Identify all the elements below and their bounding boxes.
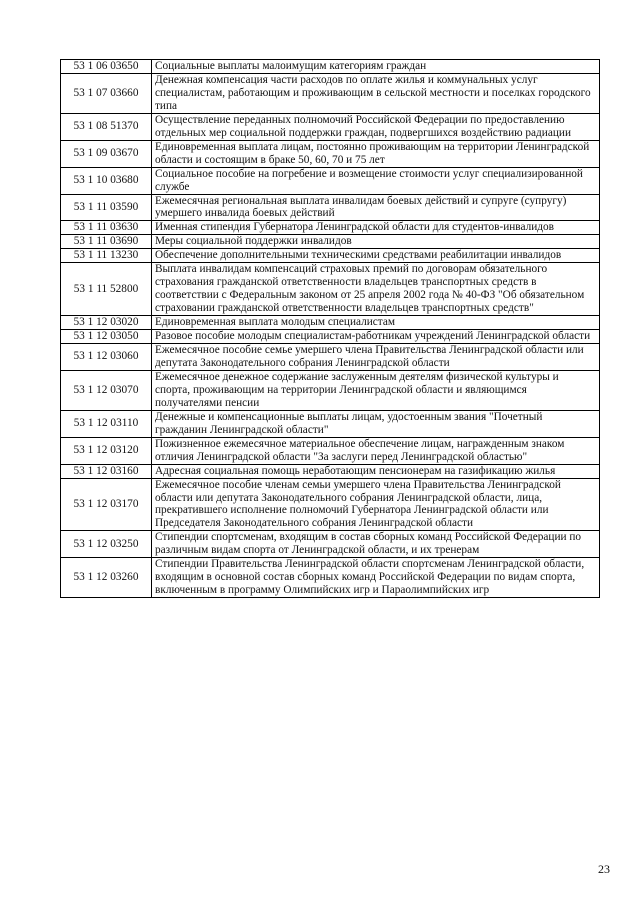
table-row (61, 330, 600, 344)
row-code: 53 1 12 03050 (61, 330, 152, 344)
table-row (61, 60, 600, 74)
row-code: 53 1 10 03680 (61, 167, 152, 194)
table-row (61, 478, 600, 531)
row-description: Социальное пособие на погребение и возмещение стоимости услуг специализированной службе (152, 167, 600, 194)
row-code: 53 1 12 03160 (61, 464, 152, 478)
table-row (61, 263, 600, 316)
row-code: 53 1 07 03660 (61, 73, 152, 113)
table-row (61, 344, 600, 371)
row-description: Адресная социальная помощь неработающим пенсионерам на газификацию жилья (152, 464, 600, 478)
row-description: Стипендии спортсменам, входящим в состав сборных команд Российской Федерации по различным видам спорта от Ленинградской области, и их тренерам (152, 531, 600, 558)
row-code: 53 1 12 03060 (61, 344, 152, 371)
row-code: 53 1 12 03120 (61, 437, 152, 464)
table-row (61, 194, 600, 221)
row-description: Ежемесячное пособие членам семьи умершего члена Правительства Ленинградской области или депутата Законодательного собрания Ленинградской области, лица, прекратившего исполнение полномочий Губернатора Ленинградской области или Председателя Законодательного собрания Ленинградской области (152, 478, 600, 531)
table-row (61, 113, 600, 140)
row-description: Меры социальной поддержки инвалидов (152, 235, 600, 249)
table-body (61, 60, 600, 598)
table-row (61, 249, 600, 263)
page-number: 23 (598, 862, 610, 876)
table-row (61, 370, 600, 410)
table-row (61, 464, 600, 478)
row-code: 53 1 11 52800 (61, 263, 152, 316)
row-description: Социальные выплаты малоимущим категориям граждан (152, 60, 600, 74)
row-description: Единовременная выплата лицам, постоянно проживающим на территории Ленинградской области и состоящим в браке 50, 60, 70 и 75 лет (152, 140, 600, 167)
row-code: 53 1 12 03110 (61, 410, 152, 437)
row-description: Единовременная выплата молодым специалистам (152, 316, 600, 330)
table-row (61, 167, 600, 194)
table-row (61, 316, 600, 330)
table-row (61, 558, 600, 598)
row-code: 53 1 09 03670 (61, 140, 152, 167)
table-row (61, 221, 600, 235)
row-code: 53 1 11 03690 (61, 235, 152, 249)
row-description: Ежемесячное пособие семье умершего члена Правительства Ленинградской области или депутата Законодательного собрания Ленинградской области (152, 344, 600, 371)
table-row (61, 73, 600, 113)
row-description: Ежемесячное денежное содержание заслуженным деятелям физической культуры и спорта, проживающим на территории Ленинградской области и являющимся получателями пенсии (152, 370, 600, 410)
row-description: Денежная компенсация части расходов по оплате жилья и коммунальных услуг специалистам, работающим и проживающим в сельской местности и поселках городского типа (152, 73, 600, 113)
table-row (61, 410, 600, 437)
row-code: 53 1 12 03250 (61, 531, 152, 558)
row-code: 53 1 11 03630 (61, 221, 152, 235)
table-row (61, 140, 600, 167)
row-code: 53 1 08 51370 (61, 113, 152, 140)
table-row (61, 437, 600, 464)
row-description: Выплата инвалидам компенсаций страховых премий по договорам обязательного страхования гражданской ответственности владельцев транспортных средств в соответствии с Федеральным законом от 25 апреля 2002 года № 40-ФЗ "Об обязательном страховании гражданской ответственности владельцев транспортных средств" (152, 263, 600, 316)
table-row (61, 235, 600, 249)
row-description: Пожизненное ежемесячное материальное обеспечение лицам, награжденным знаком отличия Ленинградской области "За заслуги перед Ленинградской областью" (152, 437, 600, 464)
row-code: 53 1 12 03020 (61, 316, 152, 330)
row-code: 53 1 11 03590 (61, 194, 152, 221)
row-description: Разовое пособие молодым специалистам-работникам учреждений Ленинградской области (152, 330, 600, 344)
row-code: 53 1 12 03260 (61, 558, 152, 598)
row-description: Обеспечение дополнительными техническими средствами реабилитации инвалидов (152, 249, 600, 263)
row-code: 53 1 11 13230 (61, 249, 152, 263)
row-code: 53 1 12 03170 (61, 478, 152, 531)
row-description: Стипендии Правительства Ленинградской области спортсменам Ленинградской области, входящим в основной состав сборных команд Российской Федерации по видам спорта, включенным в программу Олимпийских игр и Параолимпийских игр (152, 558, 600, 598)
row-code: 53 1 12 03070 (61, 370, 152, 410)
row-code: 53 1 06 03650 (61, 60, 152, 74)
budget-code-table (60, 59, 600, 598)
table-row (61, 531, 600, 558)
row-description: Осуществление переданных полномочий Российской Федерации по предоставлению отдельных мер социальной поддержки граждан, подвергшихся воздействию радиации (152, 113, 600, 140)
row-description: Именная стипендия Губернатора Ленинградской области для студентов-инвалидов (152, 221, 600, 235)
row-description: Ежемесячная региональная выплата инвалидам боевых действий и супруге (супругу) умершего инвалида боевых действий (152, 194, 600, 221)
row-description: Денежные и компенсационные выплаты лицам, удостоенным звания "Почетный гражданин Ленинградской области" (152, 410, 600, 437)
